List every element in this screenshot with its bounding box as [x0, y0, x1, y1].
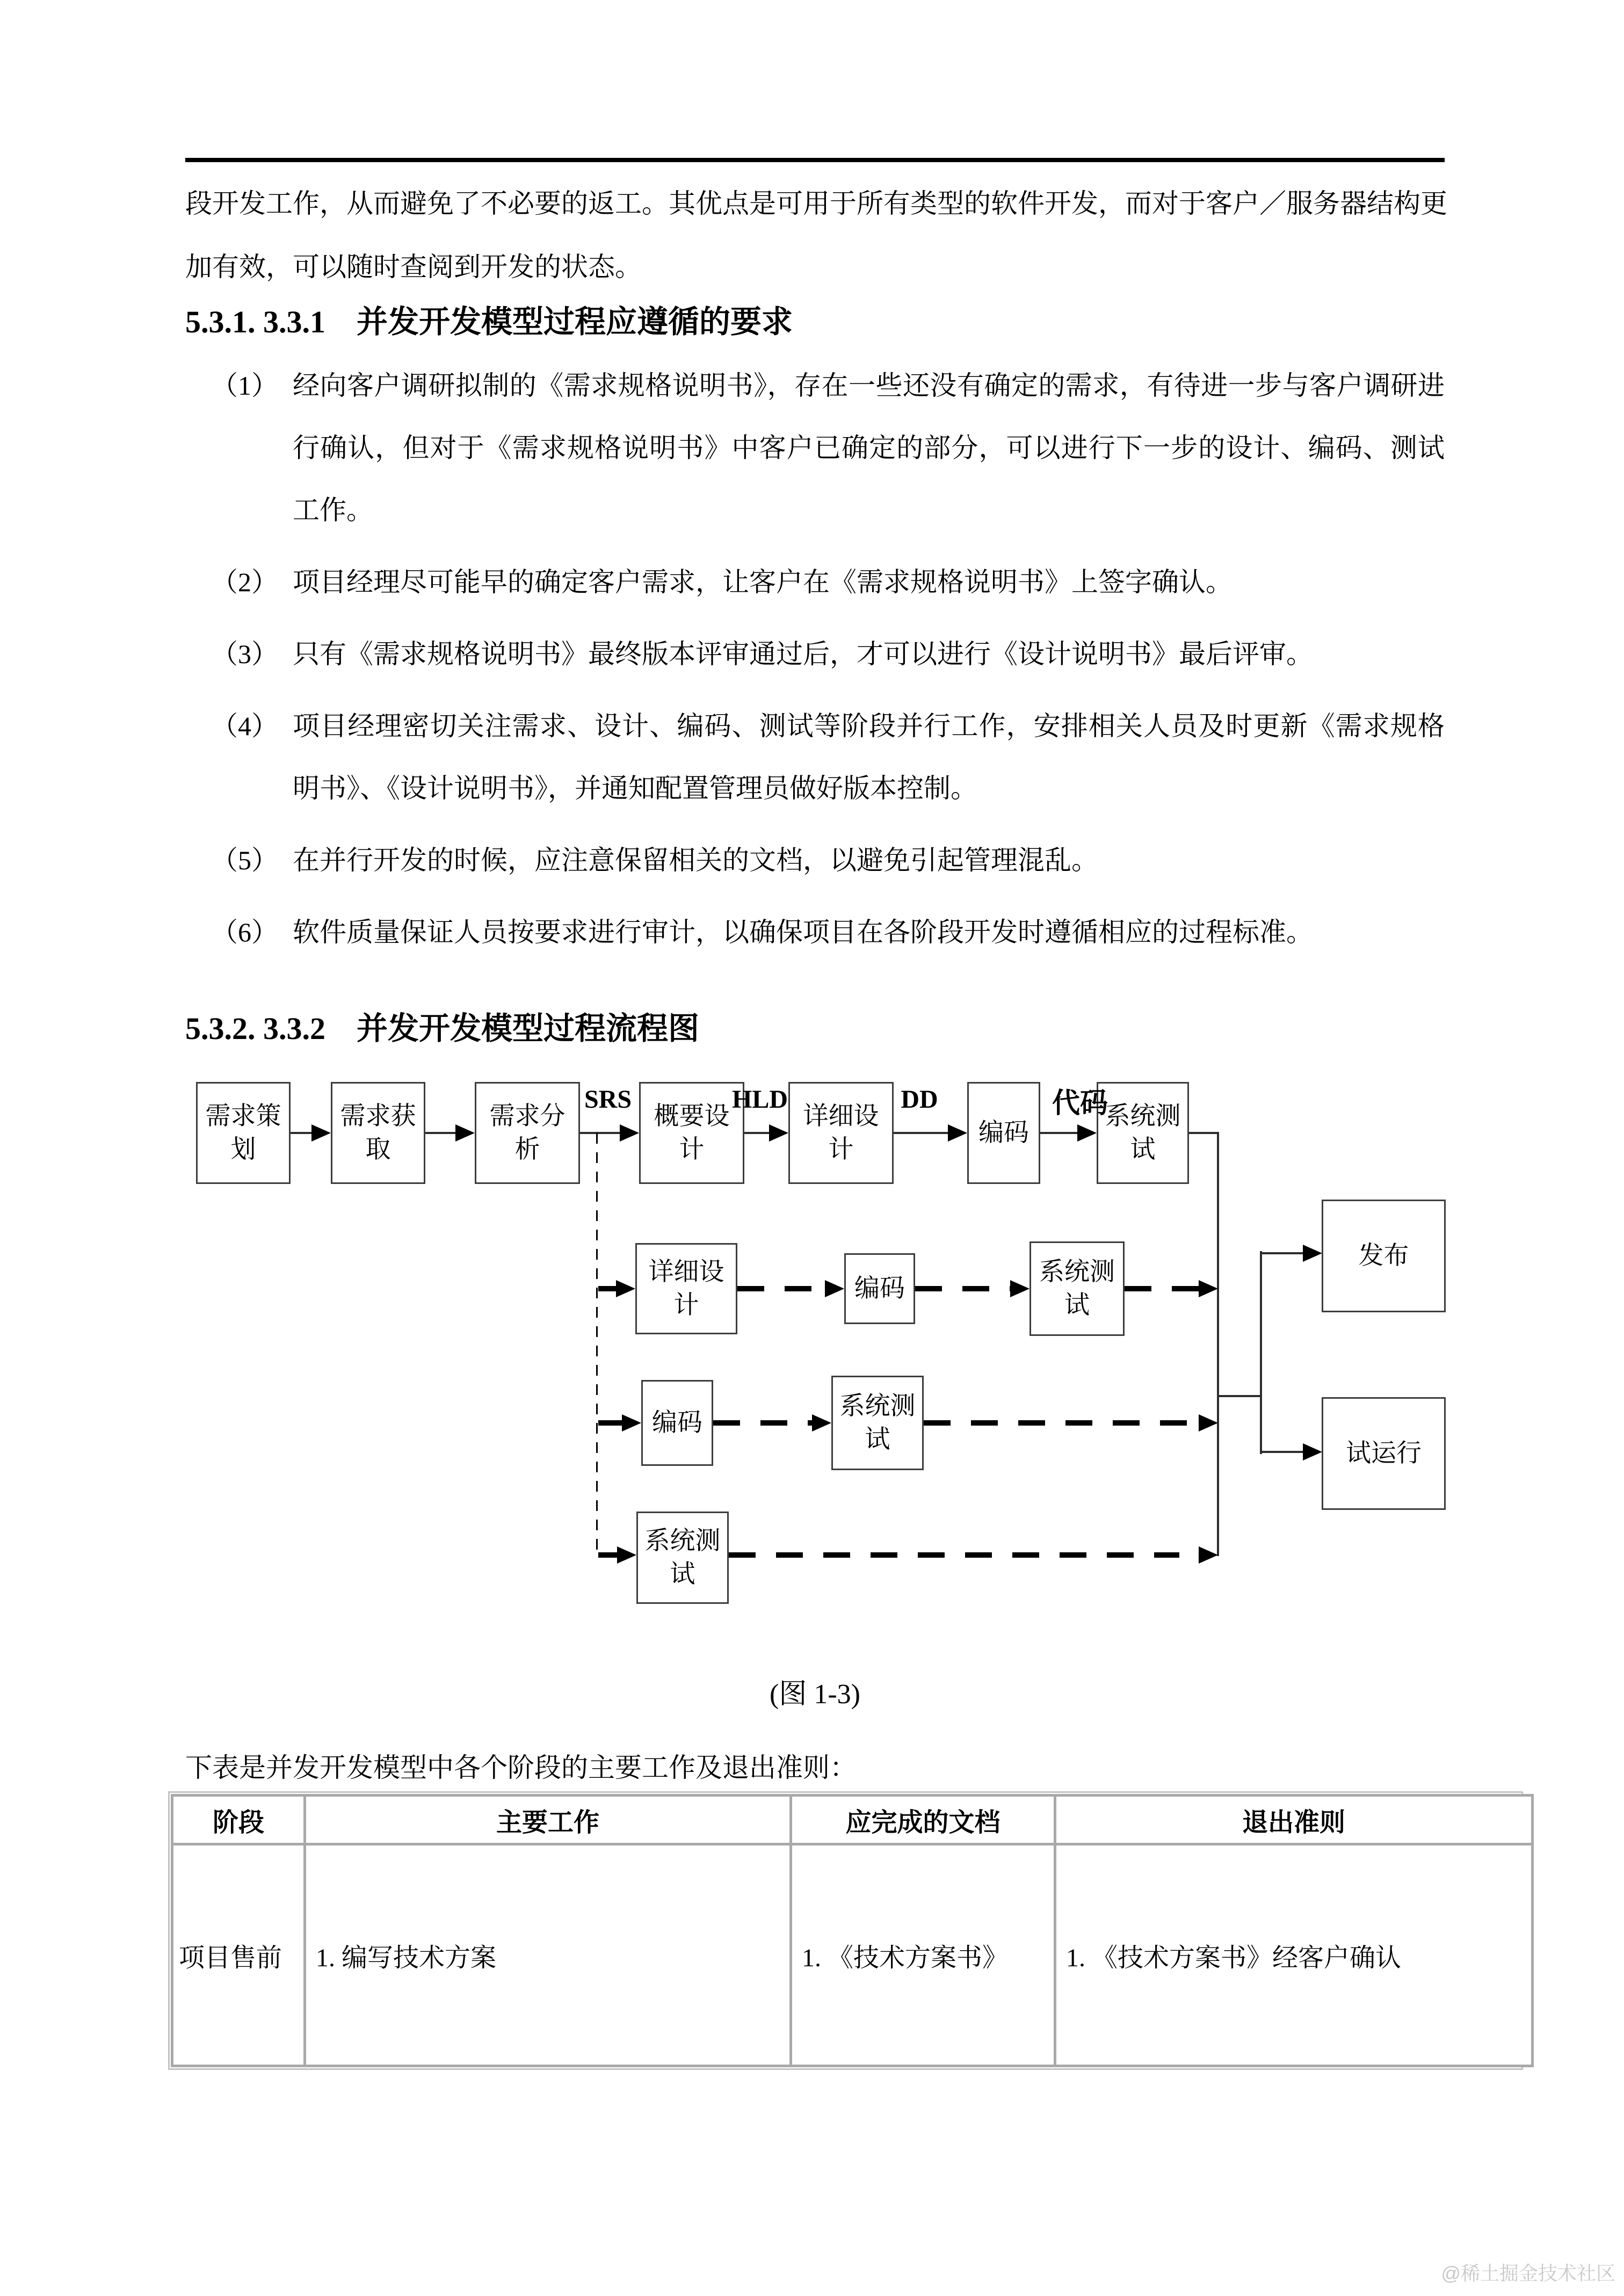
arrow-head-icon — [1010, 1280, 1030, 1297]
dashed-arrow-line — [924, 1420, 1199, 1426]
list-item — [211, 901, 1446, 963]
watermark: @稀土掘金技术社区 — [1441, 2262, 1615, 2284]
list-item — [211, 354, 1446, 541]
flow-box-requirement-acquisition: 需求获取 — [331, 1082, 425, 1184]
flow-box-release: 发布 — [1322, 1200, 1446, 1312]
arrow-head-icon — [617, 1546, 636, 1564]
arrow-head-icon — [311, 1124, 331, 1142]
figure-caption: (图 1-3) — [770, 1679, 860, 1710]
flow-box-detailed-design-r1: 详细设计 — [788, 1082, 894, 1184]
flow-arrow-line — [744, 1132, 772, 1134]
list-item-number: （5） — [211, 845, 278, 875]
flow-box-system-test-r4: 系统测试 — [636, 1512, 729, 1604]
arrow-head-icon — [620, 1124, 639, 1142]
table-header-documents: 应完成的文档 — [792, 1797, 1054, 1843]
flow-arrow-line — [1262, 1252, 1303, 1254]
flow-arrow-line — [1262, 1451, 1303, 1453]
arrow-head-icon — [622, 1414, 641, 1432]
list-item-text: 软件质量保证人员按要求进行审计，以确保项目在各阶段开发时遵循相应的过程标准。 — [293, 917, 1313, 947]
table-cell-documents: 1. 《技术方案书》 — [792, 1845, 1054, 2065]
list-item-number: （4） — [211, 711, 278, 741]
flow-arrow-line — [1040, 1132, 1081, 1134]
arrow-head-icon — [1077, 1124, 1097, 1142]
dashed-arrow-line — [1125, 1286, 1199, 1291]
arrow-head-icon — [455, 1124, 475, 1142]
dashed-arrow-line — [598, 1420, 622, 1426]
arrow-head-icon — [1199, 1546, 1218, 1564]
table-row — [173, 1845, 1531, 2065]
list-item-number: （3） — [211, 639, 278, 669]
section-heading-532: 5.3.2. 3.3.2 并发开发模型过程流程图 — [185, 1011, 700, 1046]
arrow-head-icon — [1303, 1245, 1322, 1262]
table-intro-text: 下表是并发开发模型中各个阶段的主要工作及退出准则： — [185, 1753, 857, 1783]
section-heading-531: 5.3.1. 3.3.1 并发开发模型过程应遵循的要求 — [185, 304, 793, 339]
arrow-head-icon — [616, 1280, 635, 1297]
list-item-text: 项目经理尽可能早的确定客户需求，让客户在《需求规格说明书》上签字确认。 — [293, 567, 1233, 597]
flow-box-trial-run: 试运行 — [1322, 1397, 1446, 1510]
flow-box-high-level-design: 概要设计 — [639, 1082, 744, 1184]
list-item-text: 只有《需求规格说明书》最终版本评审通过后，才可以进行《设计说明书》最后评审。 — [293, 639, 1313, 669]
dashed-arrow-line — [915, 1286, 1010, 1291]
flow-box-coding-r2: 编码 — [844, 1253, 915, 1324]
requirements-list — [211, 354, 1446, 973]
dashed-arrow-line — [729, 1552, 1179, 1558]
connector-line — [1189, 1132, 1219, 1134]
flow-arrow-line — [425, 1132, 459, 1134]
dashed-arrow-line — [598, 1552, 617, 1558]
dashed-branch-line — [596, 1133, 598, 1556]
table-header-row — [173, 1797, 1531, 1843]
list-item — [211, 695, 1446, 819]
dashed-arrow-line — [598, 1286, 616, 1291]
table-header-exit-criteria: 退出准则 — [1056, 1797, 1531, 1843]
intro-paragraph: 段开发工作，从而避免了不必要的返工。其优点是可用于所有类型的软件开发，而对于客户／服务器结构更加有效，可以随时查阅到开发的状态。 — [185, 188, 1447, 282]
flow-box-requirement-analysis: 需求分析 — [475, 1082, 580, 1184]
flow-box-system-test-r2: 系统测试 — [1030, 1241, 1125, 1336]
arrow-head-icon — [1303, 1443, 1322, 1461]
flow-box-system-test-r1: 系统测试 — [1097, 1082, 1189, 1184]
phase-table-grid — [171, 1794, 1534, 2067]
edge-label-dd: DD — [901, 1085, 938, 1114]
arrow-head-icon — [1199, 1280, 1218, 1297]
table-header-phase: 阶段 — [173, 1797, 303, 1843]
arrow-head-icon — [769, 1124, 788, 1142]
list-item-number: （2） — [211, 567, 278, 597]
list-item-text: 在并行开发的时候，应注意保留相关的文档，以避免引起管理混乱。 — [293, 845, 1098, 875]
arrow-head-icon — [825, 1280, 844, 1297]
flow-box-coding-r1: 编码 — [967, 1082, 1040, 1184]
flow-arrow-line — [580, 1132, 623, 1134]
connector-line — [1219, 1395, 1262, 1397]
flow-box-detailed-design-r2: 详细设计 — [635, 1243, 737, 1334]
flow-box-requirement-planning: 需求策划 — [196, 1082, 291, 1184]
list-item — [211, 829, 1446, 891]
arrow-head-icon — [812, 1414, 831, 1432]
list-item-text: 经向客户调研拟制的《需求规格说明书》，存在一些还没有确定的需求，有待进一步与客户调研进行确认，但对于《需求规格说明书》中客户已确定的部分，可以进行下一步的设计、编码、测试工作。 — [293, 370, 1445, 525]
list-item-number: （1） — [211, 370, 278, 401]
top-horizontal-rule — [185, 158, 1445, 162]
list-item — [211, 551, 1446, 613]
trunk-line — [1217, 1132, 1219, 1556]
table-cell-exit-criteria: 1. 《技术方案书》经客户确认 — [1056, 1845, 1531, 2065]
flow-arrow-line — [894, 1132, 951, 1134]
branch-line — [1260, 1251, 1262, 1454]
arrow-head-icon — [1199, 1414, 1218, 1432]
flow-box-system-test-r3: 系统测试 — [831, 1376, 924, 1470]
edge-label-hld: HLD — [731, 1085, 788, 1114]
arrow-head-icon — [948, 1124, 967, 1142]
list-item-number: （6） — [211, 917, 278, 947]
phase-table — [168, 1791, 1523, 2070]
table-cell-phase: 项目售前 — [173, 1845, 303, 2065]
list-item-text: 项目经理密切关注需求、设计、编码、测试等阶段并行工作，安排相关人员及时更新《需求规格明书》、《设计说明书》，并通知配置管理员做好版本控制。 — [293, 711, 1445, 803]
flow-box-coding-r3: 编码 — [641, 1380, 713, 1466]
dashed-arrow-line — [737, 1286, 825, 1291]
edge-label-code: 代码 — [1052, 1088, 1108, 1119]
edge-label-srs: SRS — [584, 1085, 632, 1114]
table-cell-main-work: 1. 编写技术方案 — [306, 1845, 789, 2065]
list-item — [211, 623, 1446, 685]
dashed-arrow-line — [713, 1420, 812, 1426]
table-header-main-work: 主要工作 — [306, 1797, 789, 1843]
